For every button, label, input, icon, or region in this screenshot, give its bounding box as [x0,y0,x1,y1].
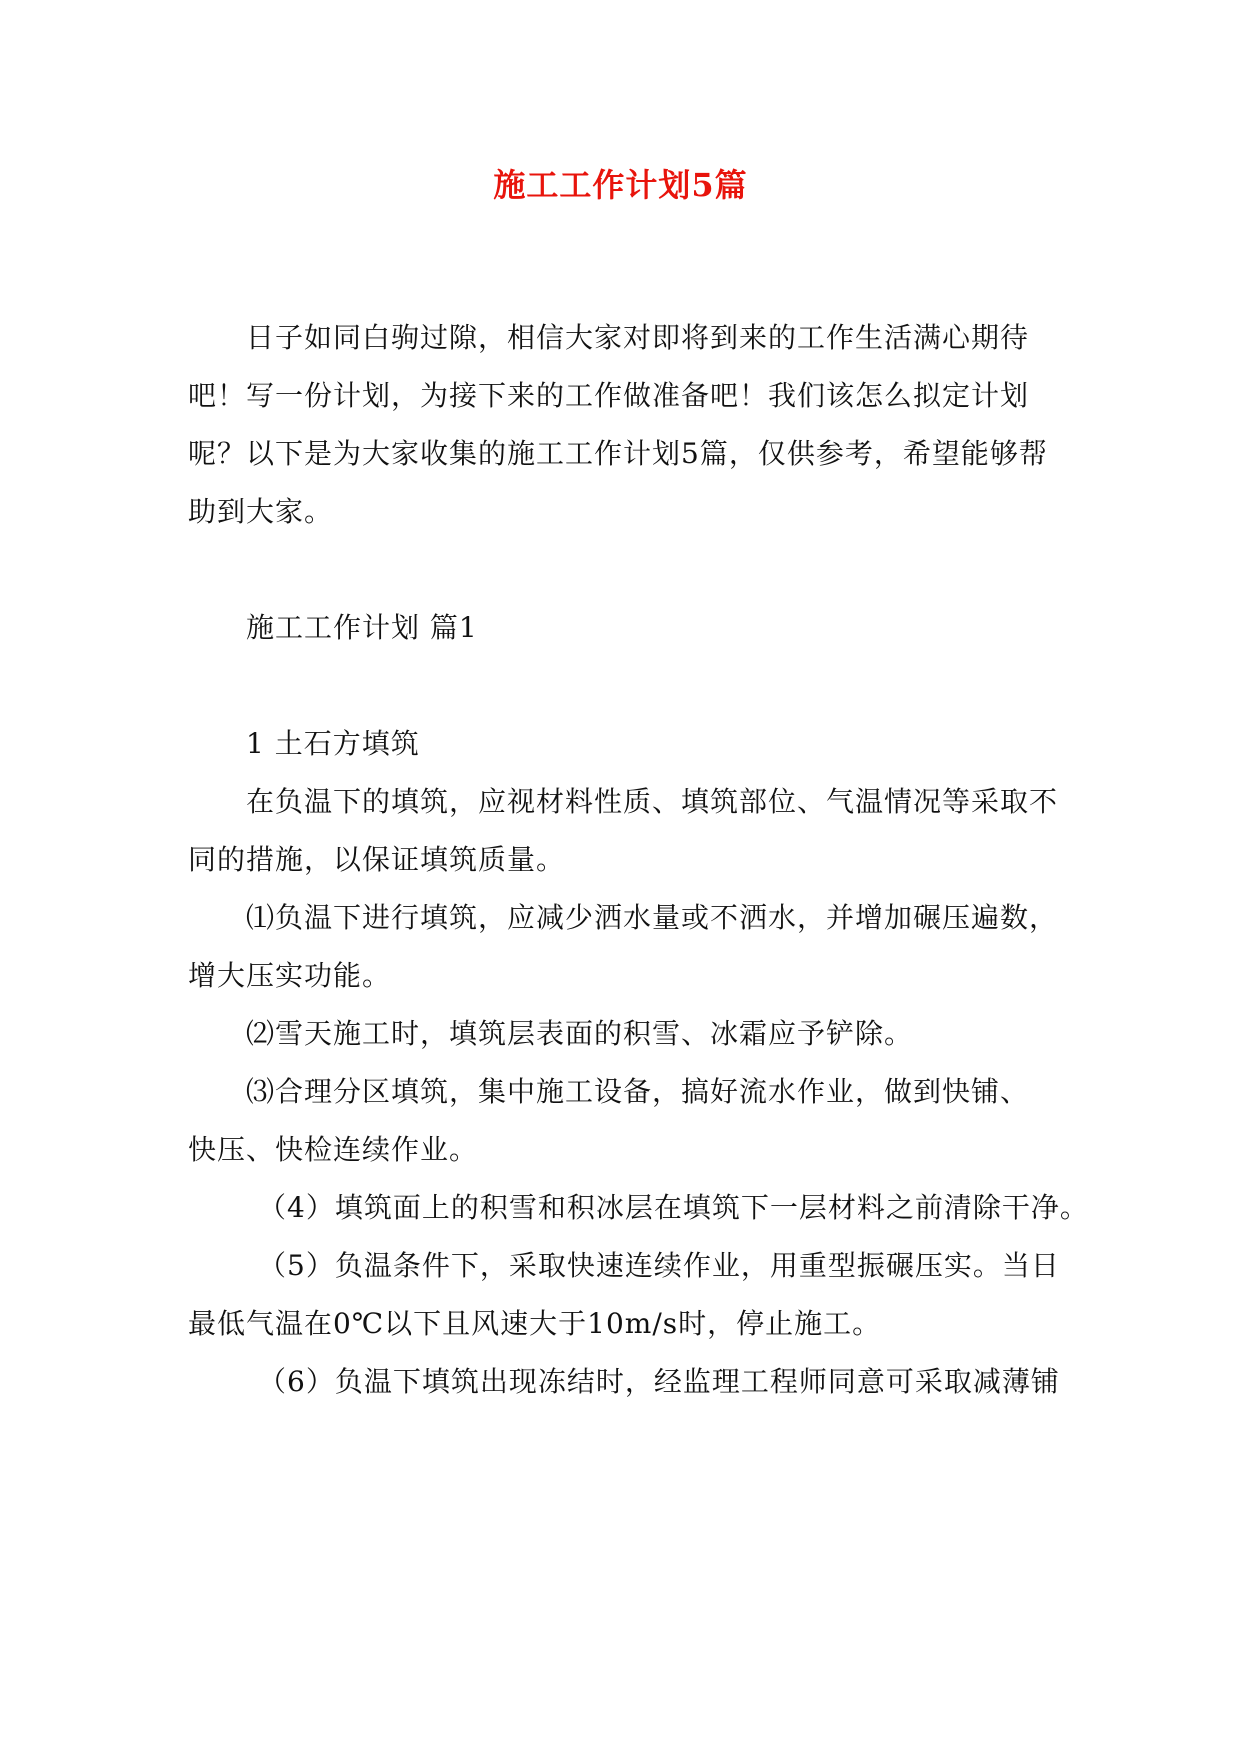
paragraph-2-line-2: 增大压实功能。 [188,959,392,992]
paragraph-1-line-1: 在负温下的填筑，应视材料性质、填筑部位、气温情况等采取不 [246,785,1059,818]
intro-line-2: 吧！写一份计划，为接下来的工作做准备吧！我们该怎么拟定计划 [188,379,1030,412]
section-heading: 施工工作计划 篇1 [246,611,478,644]
intro-line-1: 日子如同白驹过隙，相信大家对即将到来的工作生活满心期待 [246,321,1030,354]
intro-line-3: 呢？以下是为大家收集的施工工作计划5篇，仅供参考，希望能够帮 [188,437,1048,470]
paragraph-4-line-1: ⑶合理分区填筑，集中施工设备，搞好流水作业，做到快铺、 [246,1075,1030,1108]
paragraph-2-line-1: ⑴负温下进行填筑，应减少洒水量或不洒水，并增加碾压遍数， [246,901,1059,934]
paragraph-5-line-1: （4）填筑面上的积雪和积冰层在填筑下一层材料之前清除干净。 [258,1191,1089,1224]
paragraph-6-line-2: 最低气温在0℃以下且风速大于10m/s时，停止施工。 [188,1307,882,1340]
subheading: 1 土石方填筑 [246,727,420,760]
intro-line-4: 助到大家。 [188,495,334,528]
paragraph-6-line-1: （5）负温条件下，采取快速连续作业，用重型振碾压实。当日 [258,1249,1060,1282]
paragraph-1-line-2: 同的措施，以保证填筑质量。 [188,843,566,876]
document-title: 施工工作计划5篇 [493,166,748,204]
paragraph-7-line-1: （6）负温下填筑出现冻结时，经监理工程师同意可采取减薄铺 [258,1365,1060,1398]
paragraph-4-line-2: 快压、快检连续作业。 [188,1133,479,1166]
paragraph-3-line-1: ⑵雪天施工时，填筑层表面的积雪、冰霜应予铲除。 [246,1017,914,1050]
